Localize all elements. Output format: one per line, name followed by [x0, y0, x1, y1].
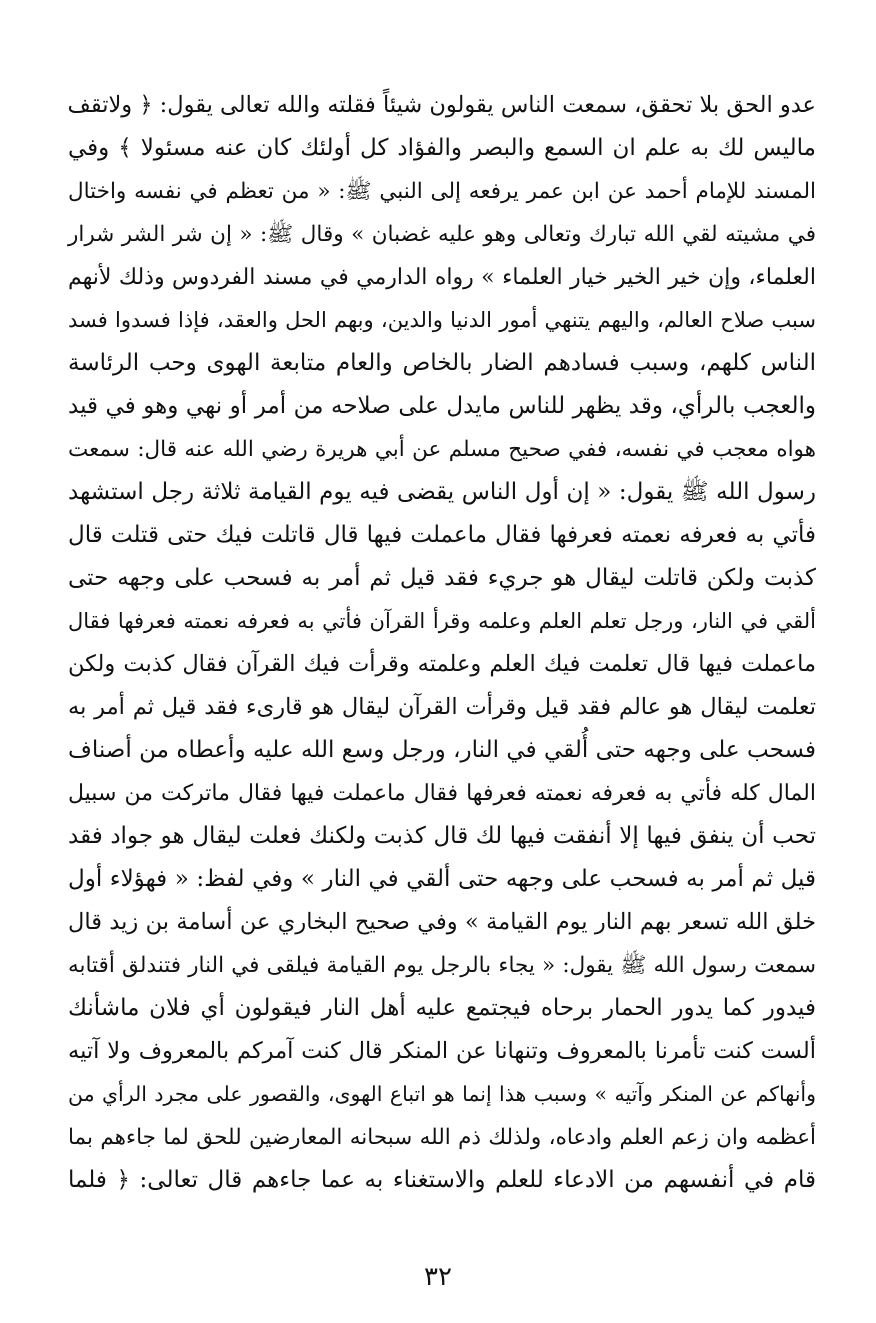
text-line: ماليس لك به علم ان السمع والبصر والفؤاد كل أولئك كان عنه مسئولا ﴾ وفي [68, 135, 816, 161]
text-line: قام في أنفسهم من الادعاء للعلم والاستغناء به عما جاءهم قال تعالى: ﴿ فلما [68, 1167, 816, 1193]
text-line: رسول الله ﷺ يقول: « إن أول الناس يقضى فيه يوم القيامة ثلاثة رجل استشهد [68, 479, 816, 505]
text-line: فيدور كما يدور الحمار برحاه فيجتمع عليه أهل النار فيقولون أي فلان ماشأنك [68, 995, 816, 1021]
text-line: قيل ثم أمر به فسحب على وجهه حتى ألقي في النار » وفي لفظ: « فهؤلاء أول [68, 866, 816, 892]
text-line: المال كله فأتي به فعرفه نعمته فعرفها فقال ماعملت فيها فقال ماتركت من سبيل [68, 781, 816, 806]
text-line: فأتي به فعرفه نعمته فعرفها فقال ماعملت فيها قال قاتلت فيك حتى قتلت قال [68, 522, 816, 548]
text-line: ألست كنت تأمرنا بالمعروف وتنهانا عن المنكر قال كنت آمركم بالمعروف ولا آتيه [68, 1038, 816, 1064]
text-line: أعظمه وان زعم العلم وادعاه، ولذلك ذم الله سبحانه المعارضين للحق لما جاءهم بما [68, 1125, 816, 1150]
text-line: وأنهاكم عن المنكر وآتيه » وسبب هذا إنما هو اتباع الهوى، والقصور على مجرد الرأي من [68, 1082, 816, 1106]
text-line: في مشيته لقي الله تبارك وتعالى وهو عليه غضبان » وقال ﷺ: « إن شر الشر شرار [68, 222, 816, 247]
text-line: والعجب بالرأي، وقد يظهر للناس مايدل على صلاحه من أمر أو نهي وهو في قيد [68, 393, 816, 419]
text-line: المسند للإمام أحمد عن ابن عمر يرفعه إلى النبي ﷺ: « من تعظم في نفسه واختال [68, 179, 816, 204]
text-line: تعلمت ليقال هو عالم فقد قيل وقرأت القرآن ليقال هو قارىء فقد قيل ثم أمر به [68, 694, 816, 720]
page-body-text [68, 84, 816, 1202]
text-line: عدو الحق بلا تحقق، سمعت الناس يقولون شيئاً فقلته والله تعالى يقول: ﴿ ولاتقف [67, 92, 816, 118]
text-line: العلماء، وإن خير الخير خيار العلماء » رواه الدارمي في مسند الفردوس وذلك لأنهم [68, 265, 816, 290]
text-line: خلق الله تسعر بهم النار يوم القيامة » وفي صحيح البخاري عن أسامة بن زيد قال [68, 909, 816, 935]
text-line: كذبت ولكن قاتلت ليقال هو جريء فقد قيل ثم أمر به فسحب على وجهه حتى [68, 565, 816, 591]
text-line: ألقي في النار، ورجل تعلم العلم وعلمه وقرأ القرآن فأتي به فعرفه نعمته فعرفها فقال [68, 609, 816, 633]
text-line: تحب أن ينفق فيها إلا أنفقت فيها لك قال كذبت ولكنك فعلت ليقال هو جواد فقد [68, 823, 816, 849]
text-line: سبب صلاح العالم، واليهم يتنهي أمور الدنيا والدين، وبهم الحل والعقد، فإذا فسدوا فسد [68, 308, 816, 332]
text-line: فسحب على وجهه حتى أُلقي في النار، ورجل وسع الله عليه وأعطاه من أصناف [68, 737, 816, 763]
page-number: ٣٢ [424, 1262, 452, 1292]
text-line: سمعت رسول الله ﷺ يقول: « يجاء بالرجل يوم القيامة فيلقى في النار فتندلق أقتابه [68, 953, 816, 978]
text-line: ماعملت فيها قال تعلمت فيك العلم وعلمته وقرأت فيك القرآن فقال كذبت ولكن [68, 651, 816, 677]
text-line: الناس كلهم، وسبب فسادهم الضار بالخاص والعام متابعة الهوى وحب الرئاسة [68, 350, 816, 376]
text-line: هواه معجب في نفسه، ففي صحيح مسلم عن أبي هريرة رضي الله عنه قال: سمعت [68, 437, 816, 462]
